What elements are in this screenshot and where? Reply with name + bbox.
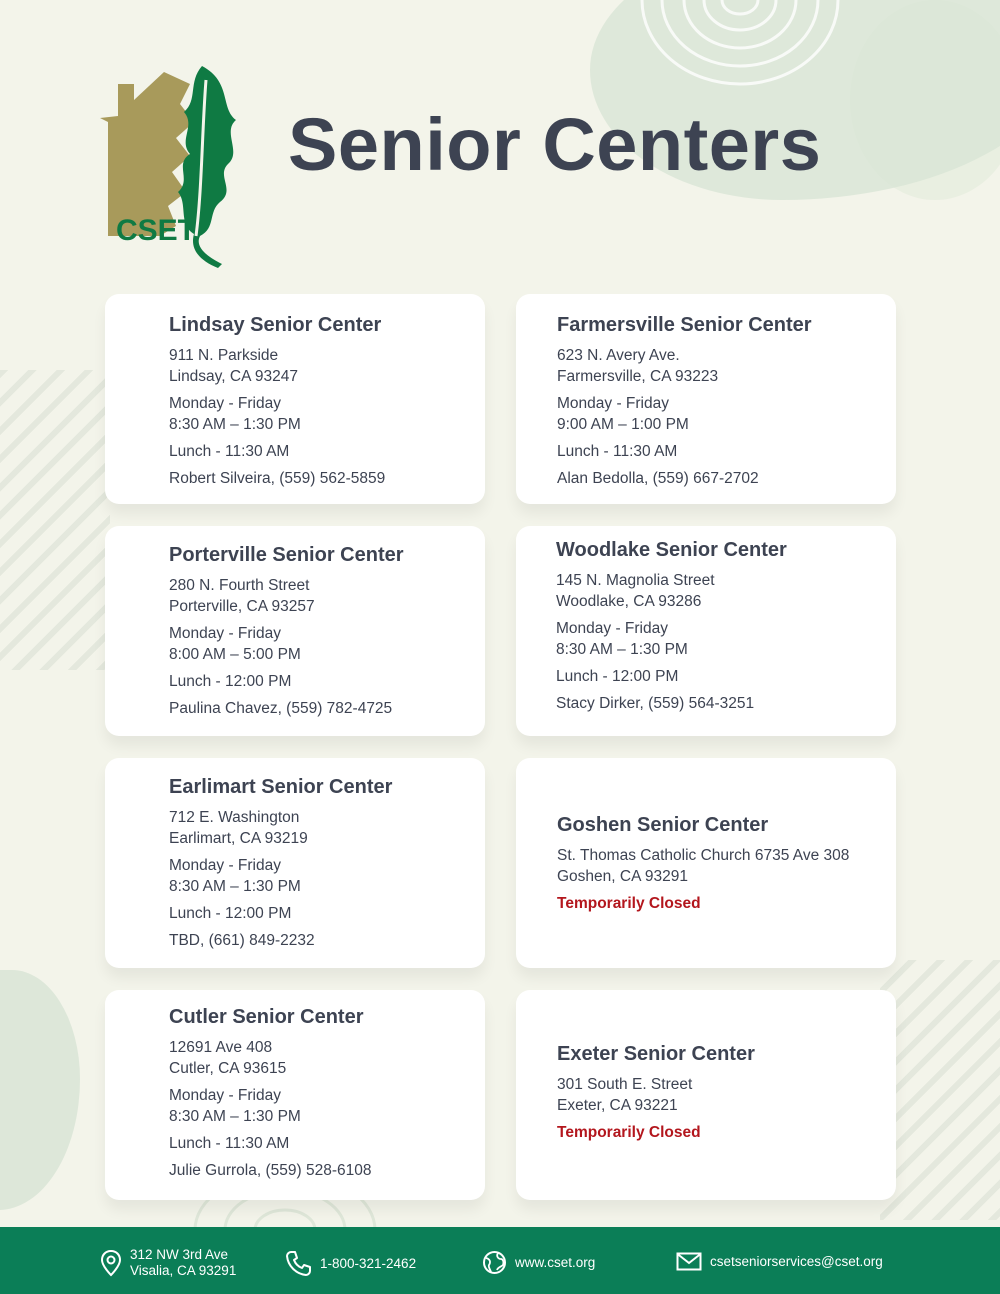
center-card-woodlake (516, 526, 896, 736)
center-address-line1: 623 N. Avery Ave. (557, 347, 680, 364)
footer-address (100, 1247, 236, 1279)
location-pin-icon (100, 1249, 122, 1277)
center-contact: Paulina Chavez, (559) 782-4725 (169, 700, 393, 717)
center-card-earlimart (105, 758, 485, 968)
center-name: Lindsay Senior Center (169, 314, 382, 336)
center-contact: Stacy Dirker, (559) 564-3251 (556, 695, 755, 712)
center-hours: 8:30 AM – 1:30 PM (556, 641, 688, 658)
center-days: Monday - Friday (169, 857, 281, 874)
status-closed-label: Temporarily Closed (557, 895, 701, 912)
logo-text: CSET (116, 214, 197, 247)
center-hours: 8:30 AM – 1:30 PM (169, 416, 301, 433)
background-stripes (0, 370, 110, 670)
center-card-goshen (516, 758, 896, 968)
center-days: Monday - Friday (557, 395, 669, 412)
background-shape (0, 970, 80, 1210)
page-title: Senior Centers (288, 103, 822, 186)
center-address-line2: Lindsay, CA 93247 (169, 368, 298, 385)
center-contact: Julie Gurrola, (559) 528-6108 (169, 1162, 372, 1179)
center-address-line2: Woodlake, CA 93286 (556, 593, 702, 610)
globe-icon (482, 1250, 507, 1275)
center-address-line1: 280 N. Fourth Street (169, 577, 310, 594)
cset-logo (98, 60, 253, 270)
background-stripes (880, 960, 1000, 1220)
center-name: Goshen Senior Center (557, 814, 769, 836)
center-lunch: Lunch - 12:00 PM (169, 673, 292, 690)
footer-address-line1: 312 NW 3rd Ave (130, 1247, 229, 1262)
center-contact: TBD, (661) 849-2232 (169, 932, 315, 949)
footer-address-line2: Visalia, CA 93291 (130, 1263, 237, 1278)
center-name: Earlimart Senior Center (169, 776, 393, 798)
center-address-line2: Goshen, CA 93291 (557, 868, 688, 885)
center-card-lindsay (105, 294, 485, 504)
footer-website[interactable] (482, 1250, 595, 1275)
center-lunch: Lunch - 11:30 AM (557, 443, 678, 460)
footer-website-link[interactable]: www.cset.org (515, 1255, 596, 1270)
center-name: Farmersville Senior Center (557, 314, 812, 336)
center-card-cutler (105, 990, 485, 1200)
footer-email-link[interactable]: csetseniorservices@cset.org (710, 1254, 883, 1269)
center-address-line1: 911 N. Parkside (169, 347, 279, 364)
center-hours: 8:00 AM – 5:00 PM (169, 646, 301, 663)
center-address-line2: Earlimart, CA 93219 (169, 830, 308, 847)
center-name: Cutler Senior Center (169, 1006, 364, 1028)
center-lunch: Lunch - 12:00 PM (169, 905, 292, 922)
center-days: Monday - Friday (169, 395, 281, 412)
center-contact: Alan Bedolla, (559) 667-2702 (557, 470, 759, 487)
center-address-line1: 145 N. Magnolia Street (556, 572, 715, 589)
center-card-exeter (516, 990, 896, 1200)
center-contact: Robert Silveira, (559) 562-5859 (169, 470, 386, 487)
tree-rings-decoration (640, 0, 840, 90)
footer (0, 1227, 1000, 1294)
center-days: Monday - Friday (556, 620, 668, 637)
center-address-line2: Farmersville, CA 93223 (557, 368, 719, 385)
center-name: Porterville Senior Center (169, 544, 404, 566)
center-address-line1: St. Thomas Catholic Church 6735 Ave 308 (557, 847, 850, 864)
center-address-line1: 712 E. Washington (169, 809, 300, 826)
center-card-porterville (105, 526, 485, 736)
center-address-line2: Porterville, CA 93257 (169, 598, 315, 615)
center-name: Exeter Senior Center (557, 1043, 755, 1065)
center-days: Monday - Friday (169, 625, 281, 642)
center-address-line2: Exeter, CA 93221 (557, 1097, 678, 1114)
envelope-icon (676, 1252, 702, 1271)
center-lunch: Lunch - 11:30 AM (169, 1135, 290, 1152)
footer-email[interactable] (676, 1252, 883, 1271)
center-name: Woodlake Senior Center (556, 539, 787, 561)
center-lunch: Lunch - 11:30 AM (169, 443, 290, 460)
center-hours: 8:30 AM – 1:30 PM (169, 1108, 301, 1125)
center-address-line2: Cutler, CA 93615 (169, 1060, 287, 1077)
center-hours: 8:30 AM – 1:30 PM (169, 878, 301, 895)
status-closed-label: Temporarily Closed (557, 1124, 701, 1141)
center-hours: 9:00 AM – 1:00 PM (557, 416, 689, 433)
phone-icon (285, 1250, 312, 1277)
center-address-line1: 301 South E. Street (557, 1076, 693, 1093)
center-address-line1: 12691 Ave 408 (169, 1039, 273, 1056)
center-lunch: Lunch - 12:00 PM (556, 668, 679, 685)
footer-phone[interactable] (285, 1250, 416, 1277)
center-days: Monday - Friday (169, 1087, 281, 1104)
footer-phone-number[interactable]: 1-800-321-2462 (320, 1256, 417, 1271)
center-card-farmersville (516, 294, 896, 504)
